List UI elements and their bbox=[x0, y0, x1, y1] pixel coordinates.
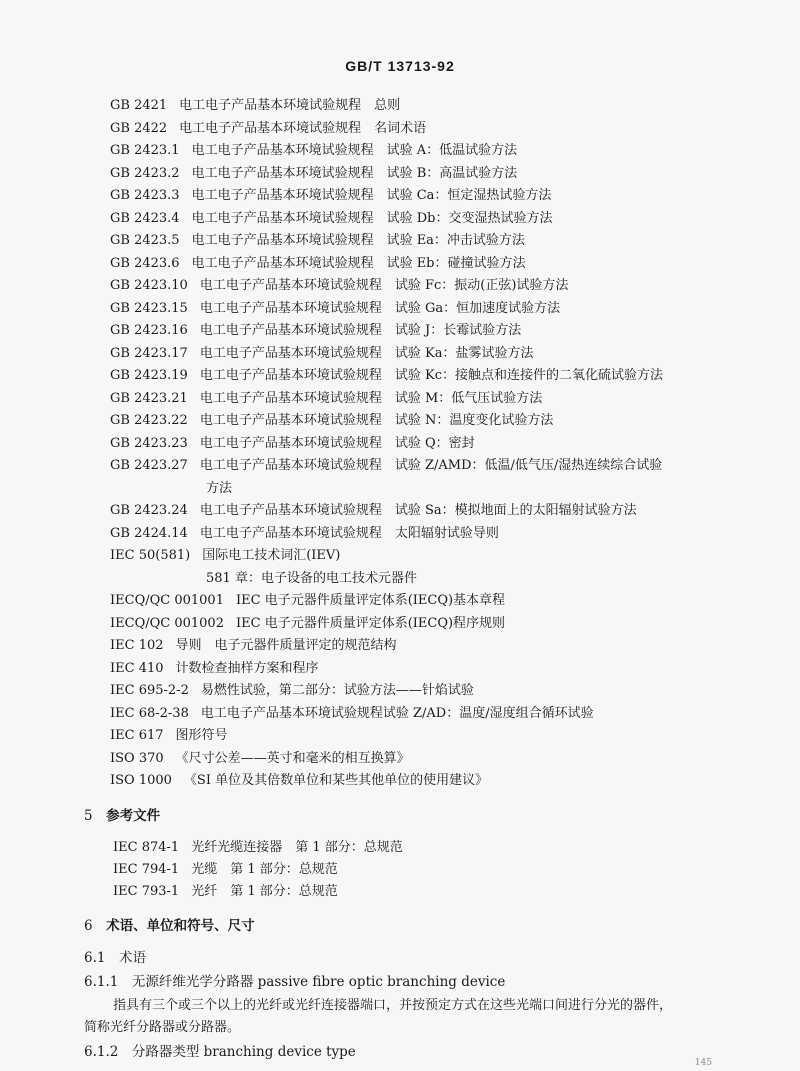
reference-title: 计数检查抽样方案和程序 bbox=[175, 660, 319, 676]
reference-title: 《SI 单位及其倍数单位和某些其他单位的使用建议》 bbox=[183, 773, 489, 788]
reference-code: GB 2423.24 bbox=[110, 503, 188, 518]
reference-row bbox=[110, 458, 662, 474]
reference-row bbox=[110, 616, 505, 632]
reference-title: 电工电子产品基本环境试验规程 试验 Z/AMD：低温/低气压/湿热连续综合试验 bbox=[199, 458, 663, 473]
reference-title: 电工电子产品基本环境试验规程 试验 N：温度变化试验方法 bbox=[199, 413, 554, 428]
reference-code: GB 2423.19 bbox=[110, 368, 188, 383]
reference-row bbox=[110, 751, 410, 767]
reference-title: 电工电子产品基本环境试验规程 试验 Eb：碰撞试验方法 bbox=[191, 255, 526, 271]
reference-title: 易燃性试验，第二部分：试验方法——针焰试验 bbox=[200, 683, 474, 698]
reference-row bbox=[110, 256, 526, 272]
reference-code: GB 2421 bbox=[110, 98, 168, 113]
reference-row bbox=[110, 638, 397, 654]
reference-title: 电工电子产品基本环境试验规程 试验 Ea：冲击试验方法 bbox=[191, 233, 525, 248]
reference-title: 电工电子产品基本环境试验规程 试验 Kc：接触点和连接件的二氧化硫试验方法 bbox=[199, 368, 663, 383]
reference-row bbox=[110, 211, 552, 227]
reference-row bbox=[110, 98, 400, 114]
reference-row bbox=[113, 840, 403, 856]
reference-title: 光缆 第 1 部分：总规范 bbox=[191, 862, 338, 877]
reference-code: GB 2423.27 bbox=[110, 458, 188, 473]
reference-code: GB 2424.14 bbox=[110, 525, 188, 541]
reference-row bbox=[110, 413, 553, 429]
reference-title: 光纤光缆连接器 第 1 部分：总规范 bbox=[191, 840, 403, 855]
reference-row bbox=[110, 548, 340, 564]
reference-title: 电工电子产品基本环境试验规程 试验 Fc：振动(正弦)试验方法 bbox=[199, 278, 569, 293]
reference-code: IEC 794-1 bbox=[113, 862, 180, 877]
reference-title: 电工电子产品基本环境试验规程 名词术语 bbox=[179, 120, 427, 136]
section-6-1-heading: 6.1 术语 bbox=[84, 950, 146, 966]
reference-code: IEC 793-1 bbox=[113, 884, 180, 899]
reference-row bbox=[110, 166, 517, 182]
reference-row bbox=[110, 301, 560, 317]
reference-title: 电工电子产品基本环境试验规程 试验 A：低温试验方法 bbox=[191, 143, 518, 158]
reference-code: ISO 1000 bbox=[110, 773, 172, 788]
reference-code: ISO 370 bbox=[110, 750, 164, 766]
reference-row bbox=[110, 278, 568, 294]
reference-code: IEC 617 bbox=[110, 728, 164, 743]
reference-row bbox=[110, 346, 533, 362]
reference-code: GB 2423.17 bbox=[110, 345, 188, 361]
reference-code: IECQ/QC 001001 bbox=[110, 593, 224, 608]
reference-title: 电工电子产品基本环境试验规程 试验 Ga：恒加速度试验方法 bbox=[199, 300, 561, 316]
reference-code: GB 2423.4 bbox=[110, 210, 180, 226]
reference-row bbox=[110, 323, 521, 339]
reference-row bbox=[110, 143, 517, 159]
reference-code: GB 2423.2 bbox=[110, 165, 180, 181]
reference-code: IEC 695-2-2 bbox=[110, 683, 189, 698]
section-6-1-2-heading: 6.1.2 分路器类型 branching device type bbox=[84, 1044, 356, 1060]
page-number: 145 bbox=[694, 1058, 712, 1068]
reference-title-continued: 方法 bbox=[206, 481, 233, 496]
reference-row bbox=[110, 683, 474, 699]
section-6-heading: 6 术语、单位和符号、尺寸 bbox=[84, 918, 255, 934]
reference-row bbox=[110, 233, 525, 249]
reference-code: GB 2423.3 bbox=[110, 188, 180, 203]
reference-code: IEC 102 bbox=[110, 638, 164, 653]
reference-row bbox=[113, 884, 338, 900]
reference-title: 电工电子产品基本环境试验规程 试验 B：高温试验方法 bbox=[191, 165, 518, 181]
reference-title: 电工电子产品基本环境试验规程 试验 M：低气压试验方法 bbox=[199, 390, 543, 406]
reference-title: 电工电子产品基本环境试验规程 试验 Db：交变湿热试验方法 bbox=[191, 210, 553, 226]
reference-code: GB 2423.10 bbox=[110, 278, 188, 293]
reference-code: GB 2423.16 bbox=[110, 323, 188, 338]
reference-code: GB 2423.22 bbox=[110, 413, 188, 428]
reference-row bbox=[113, 862, 338, 878]
reference-row bbox=[110, 773, 488, 789]
section-5-heading: 5 参考文件 bbox=[84, 808, 161, 824]
reference-row bbox=[110, 706, 594, 722]
reference-code: GB 2423.6 bbox=[110, 255, 180, 271]
reference-row bbox=[110, 188, 551, 204]
reference-row bbox=[110, 121, 426, 137]
reference-row bbox=[110, 526, 499, 542]
reference-title: 电工电子产品基本环境试验规程 总则 bbox=[179, 98, 401, 113]
reference-row bbox=[110, 368, 663, 384]
reference-title: 电工电子产品基本环境试验规程 试验 Ka：盐雾试验方法 bbox=[199, 345, 534, 361]
reference-title: IEC 电子元器件质量评定体系(IECQ)程序规则 bbox=[235, 615, 506, 631]
reference-title: 电工电子产品基本环境试验规程试验 Z/AD：温度/湿度组合循环试验 bbox=[200, 705, 594, 721]
reference-title: 国际电工技术词汇(IEV) bbox=[202, 548, 341, 563]
reference-code: IEC 410 bbox=[110, 660, 164, 676]
reference-title: 电工电子产品基本环境试验规程 试验 Ca：恒定湿热试验方法 bbox=[191, 188, 552, 203]
reference-code: IECQ/QC 001002 bbox=[110, 615, 224, 631]
reference-title: 电工电子产品基本环境试验规程 太阳辐射试验导则 bbox=[199, 525, 499, 541]
section-6-1-1-paragraph-cont: 简称光纤分路器或分路器。 bbox=[84, 1020, 241, 1035]
reference-code: GB 2423.1 bbox=[110, 143, 180, 158]
reference-row bbox=[110, 503, 637, 519]
reference-title: IEC 电子元器件质量评定体系(IECQ)基本章程 bbox=[235, 593, 506, 608]
reference-row bbox=[110, 391, 542, 407]
reference-row bbox=[110, 436, 475, 452]
reference-row bbox=[110, 728, 228, 744]
reference-title-continued: 581 章：电子设备的电工技术元器件 bbox=[206, 571, 417, 586]
reference-title: 电工电子产品基本环境试验规程 试验 J：长霉试验方法 bbox=[199, 323, 522, 338]
reference-title: 图形符号 bbox=[175, 728, 228, 743]
reference-code: IEC 68-2-38 bbox=[110, 705, 189, 721]
reference-title: 电工电子产品基本环境试验规程 试验 Sa：模拟地面上的太阳辐射试验方法 bbox=[199, 503, 637, 518]
reference-code: GB 2423.23 bbox=[110, 435, 188, 451]
reference-title: 《尺寸公差——英寸和毫米的相互换算》 bbox=[175, 750, 410, 766]
page-header: GB/T 13713-92 bbox=[345, 58, 455, 74]
reference-code: GB 2423.21 bbox=[110, 390, 188, 406]
reference-code: IEC 874-1 bbox=[113, 840, 180, 855]
section-6-1-1-paragraph: 指具有三个或三个以上的光纤或光纤连接器端口，并按预定方式在这些光端口间进行分光的器件， bbox=[113, 998, 673, 1013]
reference-code: GB 2423.15 bbox=[110, 300, 188, 316]
reference-row bbox=[110, 593, 505, 609]
reference-code: GB 2423.5 bbox=[110, 233, 180, 248]
reference-code: IEC 50(581) bbox=[110, 548, 191, 563]
reference-title: 导则 电子元器件质量评定的规范结构 bbox=[175, 638, 397, 653]
reference-title: 电工电子产品基本环境试验规程 试验 Q：密封 bbox=[199, 435, 475, 451]
section-6-1-1-heading: 6.1.1 无源纤维光学分路器 passive fibre optic branching device bbox=[84, 974, 506, 990]
reference-code: GB 2422 bbox=[110, 120, 168, 136]
reference-row bbox=[110, 661, 319, 677]
reference-title: 光纤 第 1 部分：总规范 bbox=[191, 884, 338, 899]
